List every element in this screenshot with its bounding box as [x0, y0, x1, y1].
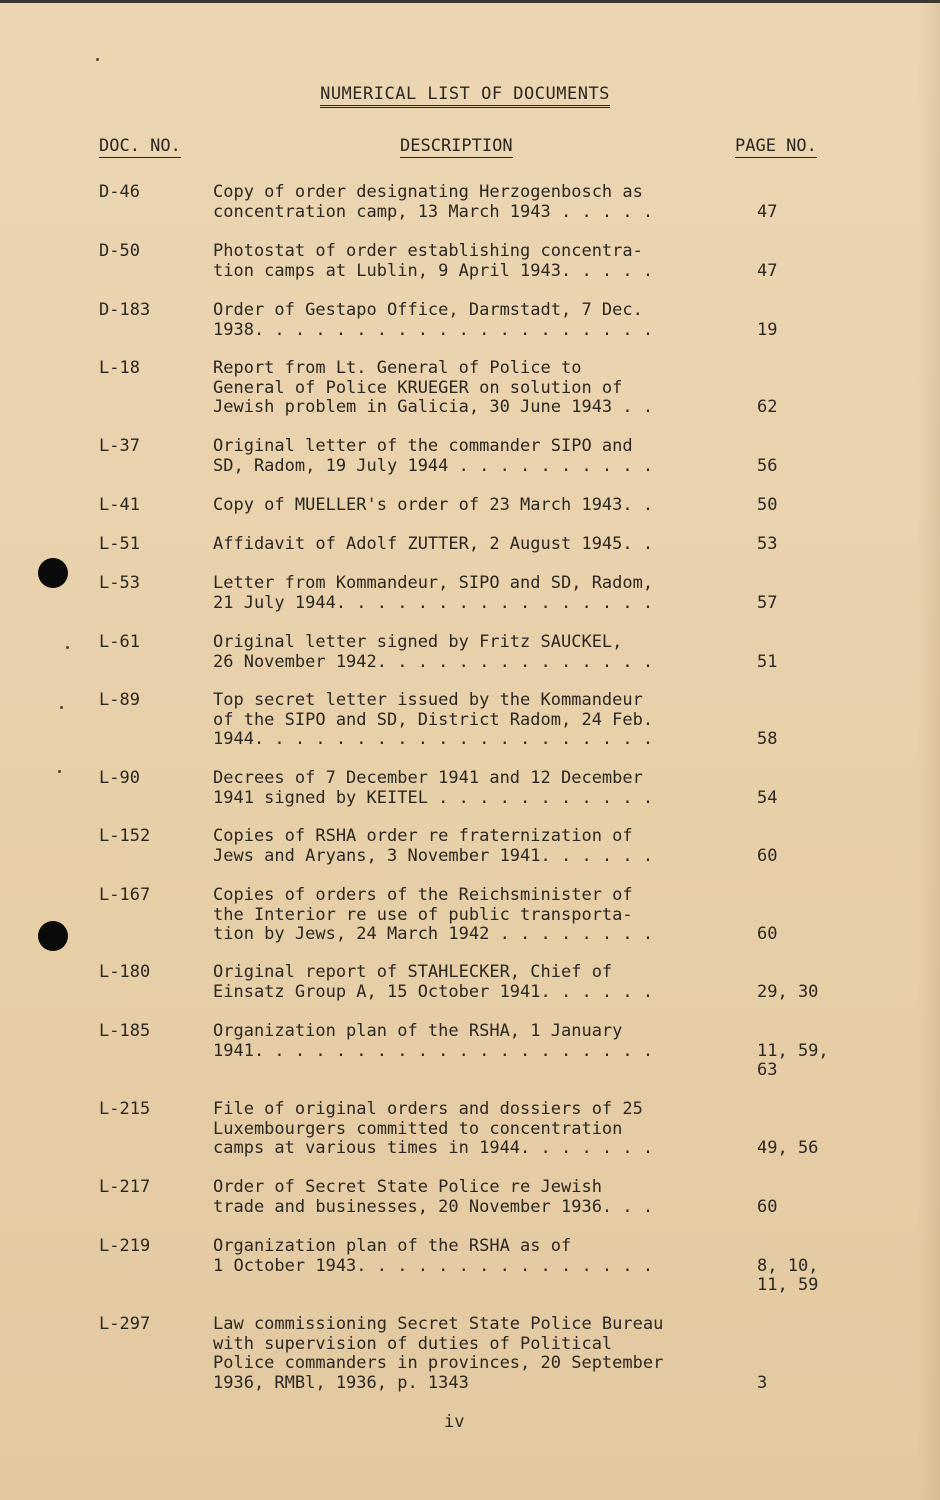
description-line: tion camps at Lublin, 9 April 1943. . . . . — [213, 260, 654, 281]
description-line: Report from Lt. General of Police to — [213, 358, 582, 378]
page-reference-line: 50 — [757, 495, 778, 515]
page-reference-line: 51 — [757, 651, 778, 672]
page-reference-line: 19 — [757, 319, 778, 340]
description-line: 1941 signed by KEITEL . . . . . . . . . . . — [213, 787, 654, 808]
description-line: Organization plan of the RSHA as of — [213, 1236, 572, 1256]
doc-description — [213, 827, 733, 866]
description-line: Copies of orders of the Reichsminister of — [213, 885, 633, 905]
page-reference-line: 3 — [757, 1372, 768, 1393]
description-line: 1938. . . . . . . . . . . . . . . . . . . . — [213, 319, 654, 340]
paper-speck — [60, 706, 63, 709]
doc-description — [213, 183, 733, 222]
paper-speck — [66, 646, 69, 649]
page-reference-line: 60 — [757, 924, 778, 944]
page-reference — [757, 789, 777, 809]
description-line: the Interior re use of public transporta- — [213, 904, 633, 925]
doc-number: D-50 — [99, 241, 140, 261]
page-reference — [757, 1139, 818, 1159]
description-line: 26 November 1942. . . . . . . . . . . . . . — [213, 651, 654, 672]
page-reference — [757, 983, 818, 1003]
page-reference-line: 11, 59, — [757, 1040, 829, 1061]
description-line: of the SIPO and SD, District Radom, 24 Feb. — [213, 709, 654, 730]
description-line: Law commissioning Secret State Police Bureau — [213, 1314, 664, 1334]
description-line: Letter from Kommandeur, SIPO and SD, Radom, — [213, 573, 654, 593]
description-line: Police commanders in provinces, 20 September — [213, 1353, 664, 1373]
paper-speck — [58, 770, 61, 773]
page-reference — [757, 1042, 829, 1081]
page-reference — [757, 321, 777, 341]
description-line: camps at various times in 1944. . . . . . . — [213, 1138, 654, 1158]
punch-hole-top — [38, 558, 68, 588]
doc-number: L-18 — [99, 358, 140, 378]
doc-number: L-53 — [99, 573, 140, 593]
description-line: Decrees of 7 December 1941 and 12 December — [213, 768, 643, 788]
page-top-edge — [0, 0, 940, 3]
doc-description — [213, 886, 733, 945]
description-line: 1944. . . . . . . . . . . . . . . . . . . . — [213, 729, 654, 749]
doc-number: L-51 — [99, 534, 140, 554]
page-reference — [757, 203, 777, 223]
doc-number: L-152 — [99, 826, 151, 846]
description-line: SD, Radom, 19 July 1944 . . . . . . . . . . — [213, 455, 654, 476]
description-line: Copy of order designating Herzogenbosch as — [213, 182, 643, 202]
doc-description — [213, 1022, 733, 1061]
doc-description — [213, 437, 733, 476]
page-reference-line: 29, 30 — [757, 981, 819, 1002]
page-reference — [757, 398, 777, 418]
doc-number: L-219 — [99, 1236, 151, 1256]
doc-description — [213, 963, 733, 1002]
description-line: Einsatz Group A, 15 October 1941. . . . . . — [213, 981, 654, 1002]
doc-description — [213, 242, 733, 281]
doc-number: L-217 — [99, 1177, 151, 1197]
doc-number: L-90 — [99, 768, 140, 788]
doc-description — [213, 535, 733, 555]
description-line: File of original orders and dossiers of 25 — [213, 1099, 643, 1119]
doc-number: D-183 — [99, 300, 151, 320]
description-line: Copy of MUELLER's order of 23 March 1943. . — [213, 495, 654, 515]
doc-description — [213, 496, 733, 516]
doc-description — [213, 574, 733, 613]
header-description: DESCRIPTION — [400, 136, 513, 156]
page-reference — [757, 262, 777, 282]
doc-description — [213, 691, 733, 750]
description-line: Jews and Aryans, 3 November 1941. . . . . . — [213, 845, 654, 866]
doc-number: L-89 — [99, 690, 140, 710]
description-line: Original letter signed by Fritz SAUCKEL, — [213, 632, 623, 652]
description-line: Photostat of order establishing concentra- — [213, 241, 643, 261]
description-line: with supervision of duties of Political — [213, 1333, 613, 1354]
doc-description — [213, 359, 733, 418]
page-title: NUMERICAL LIST OF DOCUMENTS — [0, 84, 930, 104]
page-reference-line: 8, 10, — [757, 1255, 819, 1276]
page-reference — [757, 457, 777, 477]
page-number-footer: iv — [444, 1412, 465, 1432]
description-line: 1 October 1943. . . . . . . . . . . . . . . — [213, 1255, 654, 1276]
description-line: Order of Secret State Police re Jewish — [213, 1177, 602, 1197]
page-reference-line: 11, 59 — [757, 1275, 819, 1295]
page-reference-line: 47 — [757, 260, 778, 281]
doc-number: L-41 — [99, 495, 140, 515]
page-reference — [757, 594, 777, 614]
description-line: Organization plan of the RSHA, 1 January — [213, 1021, 623, 1041]
page-reference — [757, 653, 777, 673]
doc-description — [213, 633, 733, 672]
doc-description — [213, 1178, 733, 1217]
doc-number: L-37 — [99, 436, 140, 456]
page-reference-line: 54 — [757, 787, 778, 808]
page-reference-line: 56 — [757, 455, 778, 476]
page-reference — [757, 730, 777, 750]
description-line: Luxembourgers committed to concentration — [213, 1118, 623, 1139]
page-reference — [757, 1198, 777, 1218]
description-line: Original report of STAHLECKER, Chief of — [213, 962, 613, 982]
doc-number: L-185 — [99, 1021, 151, 1041]
page-reference — [757, 1257, 818, 1296]
description-line: 21 July 1944. . . . . . . . . . . . . . . . — [213, 592, 654, 613]
description-line: Top secret letter issued by the Kommandeur — [213, 690, 643, 710]
doc-number: L-297 — [99, 1314, 151, 1334]
page-reference — [757, 1374, 767, 1394]
page-right-shadow — [918, 0, 940, 1500]
doc-description — [213, 769, 733, 808]
doc-number: L-61 — [99, 632, 140, 652]
description-line: Copies of RSHA order re fraternization of — [213, 826, 633, 846]
description-line: tion by Jews, 24 March 1942 . . . . . . . . — [213, 924, 654, 944]
page-reference — [757, 535, 777, 555]
page-reference — [757, 925, 777, 945]
description-line: Order of Gestapo Office, Darmstadt, 7 Dec. — [213, 300, 643, 320]
description-line: trade and businesses, 20 November 1936. . . — [213, 1196, 654, 1217]
doc-description — [213, 1237, 733, 1276]
page-reference-line: 60 — [757, 845, 778, 866]
page-reference-line: 47 — [757, 201, 778, 222]
doc-description — [213, 1100, 733, 1159]
doc-description — [213, 301, 733, 340]
header-doc-no: DOC. NO. — [99, 136, 181, 156]
page-reference-line: 60 — [757, 1196, 778, 1217]
doc-description — [213, 1315, 733, 1393]
doc-number: D-46 — [99, 182, 140, 202]
header-page-no: PAGE NO. — [735, 136, 817, 156]
description-line: Jewish problem in Galicia, 30 June 1943 . . — [213, 397, 654, 417]
doc-number: L-167 — [99, 885, 151, 905]
description-line: General of Police KRUEGER on solution of — [213, 377, 623, 398]
doc-number: L-180 — [99, 962, 151, 982]
description-line: concentration camp, 13 March 1943 . . . . . — [213, 201, 654, 222]
page-reference-line: 62 — [757, 397, 778, 417]
page-reference-line: 58 — [757, 729, 778, 749]
page-reference-line: 63 — [757, 1060, 778, 1080]
page-reference-line: 57 — [757, 592, 778, 613]
description-line: 1936, RMBl, 1936, p. 1343 — [213, 1372, 469, 1393]
punch-hole-bottom — [38, 921, 68, 951]
page-reference — [757, 496, 777, 516]
description-line: 1941. . . . . . . . . . . . . . . . . . . . — [213, 1040, 654, 1061]
paper-speck — [96, 58, 99, 61]
page-reference-line: 53 — [757, 534, 778, 554]
description-line: Affidavit of Adolf ZUTTER, 2 August 1945. . — [213, 534, 654, 554]
page-reference-line: 49, 56 — [757, 1138, 819, 1158]
description-line: Original letter of the commander SIPO and — [213, 436, 633, 456]
page-reference — [757, 847, 777, 867]
doc-number: L-215 — [99, 1099, 151, 1119]
